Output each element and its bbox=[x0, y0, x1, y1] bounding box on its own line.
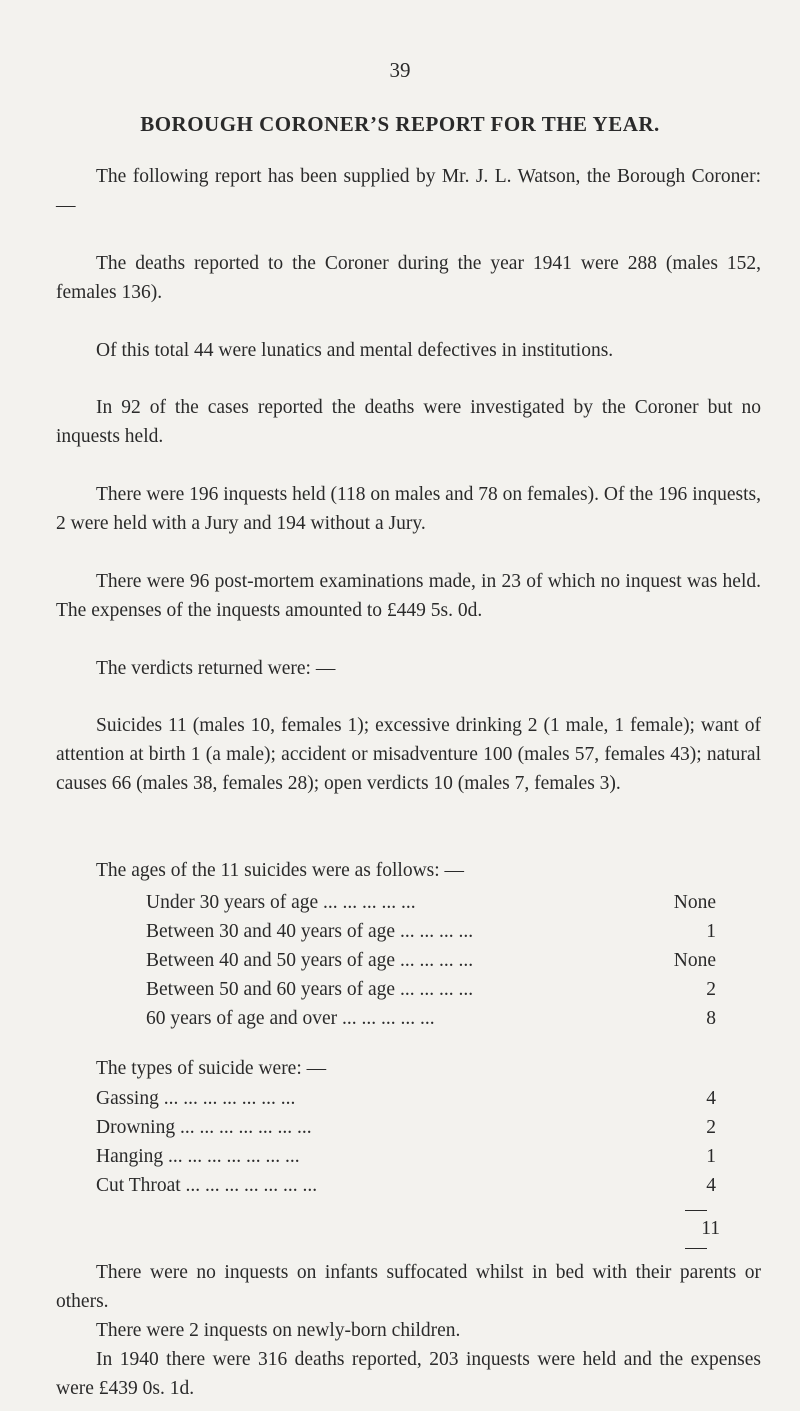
row-value: 1 bbox=[706, 1146, 716, 1167]
row-label: 60 years of age and over ... ... ... ... ... bbox=[146, 1008, 435, 1029]
row-label: Gassing ... ... ... ... ... ... ... bbox=[96, 1088, 296, 1109]
types-table bbox=[96, 1084, 716, 1200]
total-rule-top bbox=[685, 1210, 707, 1211]
table-row bbox=[146, 917, 716, 946]
table-row bbox=[96, 1142, 716, 1171]
row-label: Between 30 and 40 years of age ... ... ... ... bbox=[146, 921, 474, 942]
paragraph-newly-born: There were 2 inquests on newly-born children. bbox=[96, 1320, 461, 1341]
row-value: 8 bbox=[706, 1008, 716, 1029]
paragraph-investigated: In 92 of the cases reported the deaths were investigated by the Coroner but no inquests held. bbox=[56, 397, 761, 447]
paragraph-lunatics: Of this total 44 were lunatics and mental defectives in institutions. bbox=[96, 340, 614, 361]
paragraph-infants: There were no inquests on infants suffocated whilst in bed with their parents or others. bbox=[56, 1262, 761, 1312]
table-row bbox=[146, 888, 716, 917]
row-value: 2 bbox=[706, 979, 716, 1000]
row-label: Between 50 and 60 years of age ... ... ... ... bbox=[146, 979, 474, 1000]
types-total: 11 bbox=[701, 1218, 720, 1239]
table-row bbox=[96, 1113, 716, 1142]
paragraph-verdicts: Suicides 11 (males 10, females 1); excessive drinking 2 (1 male, 1 female); want of attention at birth 1 (a male); accident or misadventure 100 (males 57, females 43); natural causes 66 (males 38, females 28); open verdicts 10 (males 7, females 3). bbox=[56, 715, 761, 794]
paragraph-ages-heading: The ages of the 11 suicides were as follows: — bbox=[96, 860, 465, 881]
row-value: 4 bbox=[706, 1088, 716, 1109]
ages-table bbox=[146, 888, 716, 1033]
row-label: Under 30 years of age ... ... ... ... ... bbox=[146, 892, 416, 913]
paragraph-1940: In 1940 there were 316 deaths reported, 203 inquests were held and the expenses were £439 0s. 1d. bbox=[56, 1349, 761, 1399]
page-number: 39 bbox=[389, 58, 411, 82]
paragraph-intro: The following report has been supplied by Mr. J. L. Watson, the Borough Coroner: — bbox=[56, 166, 761, 216]
table-row bbox=[96, 1084, 716, 1113]
page-title: BOROUGH CORONER’S REPORT FOR THE YEAR. bbox=[140, 112, 660, 136]
paragraph-types-heading: The types of suicide were: — bbox=[96, 1058, 327, 1079]
row-label: Between 40 and 50 years of age ... ... ... ... bbox=[146, 950, 474, 971]
row-value: None bbox=[673, 892, 716, 913]
paragraph-inquests-held: There were 196 inquests held (118 on males and 78 on females). Of the 196 inquests, 2 were held with a Jury and 194 without a Jury. bbox=[56, 484, 761, 534]
row-value: None bbox=[673, 950, 716, 971]
table-row bbox=[146, 1004, 716, 1033]
row-label: Hanging ... ... ... ... ... ... ... bbox=[96, 1146, 300, 1167]
paragraph-post-mortem: There were 96 post-mortem examinations made, in 23 of which no inquest was held. The expenses of the inquests amounted to £449 5s. 0d. bbox=[56, 571, 761, 621]
paragraph-verdicts-heading: The verdicts returned were: — bbox=[96, 658, 336, 679]
row-label: Drowning ... ... ... ... ... ... ... bbox=[96, 1117, 312, 1138]
row-value: 4 bbox=[706, 1175, 716, 1196]
row-label: Cut Throat ... ... ... ... ... ... ... bbox=[96, 1175, 318, 1196]
row-value: 1 bbox=[706, 921, 716, 942]
table-row bbox=[146, 975, 716, 1004]
paragraph-deaths-reported: The deaths reported to the Coroner during the year 1941 were 288 (males 152, females 136). bbox=[56, 253, 761, 303]
table-row bbox=[146, 946, 716, 975]
row-value: 2 bbox=[706, 1117, 716, 1138]
total-rule-bottom bbox=[685, 1248, 707, 1249]
table-row bbox=[96, 1171, 716, 1200]
